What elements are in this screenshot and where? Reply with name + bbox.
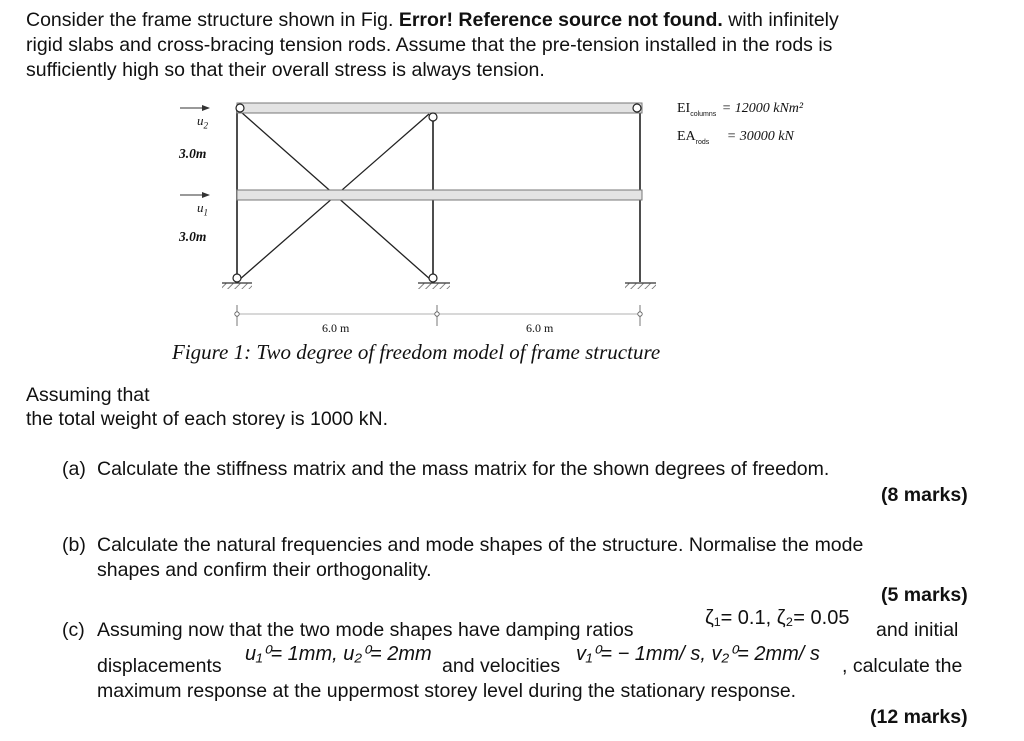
initial-displacements: u₁⁰= 1mm, u₂⁰= 2mm (245, 643, 432, 665)
part-c-line-3: maximum response at the uppermost storey level during the stationary response. (97, 680, 797, 702)
part-c-line-2-text: displacements (97, 655, 222, 677)
part-c-line-1-end: and initial (876, 619, 959, 641)
dimension-tick-left (235, 305, 239, 326)
part-a-label: (a) (62, 458, 86, 480)
hinge-top-right (633, 104, 641, 112)
support-right (625, 283, 656, 289)
support-left (222, 283, 252, 289)
part-c-line-2-mid: and velocities (442, 655, 561, 677)
part-b-label: (b) (62, 534, 86, 556)
hinge-top-left (236, 104, 244, 112)
support-middle (418, 283, 450, 289)
part-a-text: Calculate the stiffness matrix and the mass matrix for the shown degrees of freedom. (97, 458, 830, 480)
height-label-bottom: 3.0m (179, 229, 207, 244)
reference-error-text: Error! Reference source not found. (398, 9, 723, 31)
hinge-top-middle (429, 113, 437, 121)
hinge-base-left (233, 274, 241, 282)
figure-caption: Figure 1: Two degree of freedom model of frame structure (172, 340, 661, 364)
hinge-base-middle (429, 274, 437, 282)
dimension-tick-middle (435, 305, 439, 326)
intro-line-1-text: Consider the frame structure shown in Fig. (26, 9, 394, 31)
height-label-top: 3.0m (179, 146, 207, 161)
span-label-right: 6.0 m (526, 321, 554, 335)
part-b-line-1: Calculate the natural frequencies and mode shapes of the structure. Normalise the mode (97, 534, 864, 556)
dof-u1-label: $u_1$ (197, 200, 208, 218)
top-slab (237, 103, 642, 113)
assumption-line-1: Assuming that (26, 384, 150, 406)
intro-line-2: rigid slabs and cross-bracing tension rods. Assume that the pre-tension installed in the rods is (26, 34, 833, 56)
part-a-marks: (8 marks) (881, 484, 968, 506)
part-c-line-2-end: , calculate the (842, 655, 963, 677)
intro-line-3: sufficiently high so that their overall stress is always tension. (26, 59, 545, 81)
span-label-left: 6.0 m (322, 321, 350, 335)
middle-slab (237, 190, 642, 200)
part-b-marks: (5 marks) (881, 584, 968, 606)
part-c-label: (c) (62, 619, 85, 641)
part-c-marks: (12 marks) (870, 706, 968, 728)
damping-ratios: ζ₁= 0.1, ζ₂= 0.05 (705, 607, 850, 629)
part-b-line-2: shapes and confirm their orthogonality. (97, 559, 432, 581)
dimension-tick-right (638, 305, 642, 326)
part-c-line-1-text: Assuming now that the two mode shapes have damping ratios (97, 619, 634, 641)
assumption-line-2: the total weight of each storey is 1000 kN. (26, 408, 389, 430)
initial-velocities: v₁⁰= − 1mm/ s, v₂⁰= 2mm/ s (576, 643, 820, 665)
intro-line-1-end: with infinitely (728, 9, 839, 31)
dof-u2-label: $u_2$ (197, 113, 208, 131)
ea-property: $EA_{rods} = 30000$ kN (677, 129, 794, 146)
ei-property: $EI_{columns} = 12000$ kNm² (677, 101, 804, 118)
